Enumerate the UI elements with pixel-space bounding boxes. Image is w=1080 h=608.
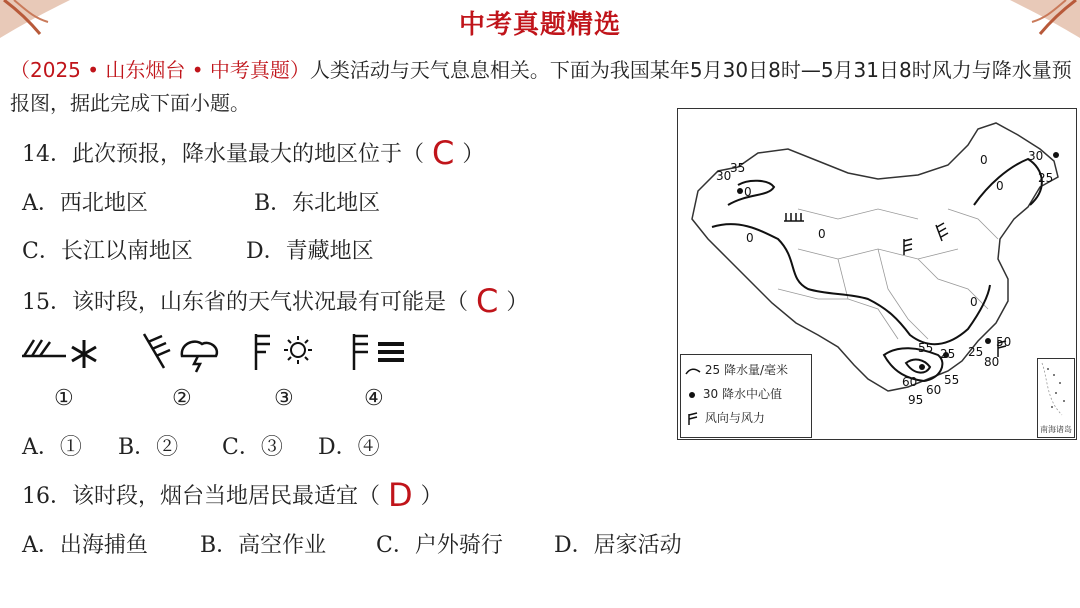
q15-option-d[interactable]: D．④ bbox=[318, 435, 380, 460]
map-label: 0 bbox=[744, 185, 752, 199]
map-label: 0 bbox=[970, 295, 978, 309]
fog-icon bbox=[378, 344, 404, 360]
symbol-label-3: ③ bbox=[274, 386, 294, 411]
legend-isoline-label: 降水量/毫米 bbox=[723, 363, 788, 377]
q15-option-b[interactable]: B．② bbox=[118, 435, 179, 460]
precip-center-dot bbox=[919, 364, 925, 370]
q16-option-a[interactable]: A．出海捕鱼 bbox=[22, 533, 148, 558]
inset-islands-icon bbox=[1038, 359, 1074, 419]
q15-option-c[interactable]: C．③ bbox=[222, 435, 283, 460]
inset-label: 南海诸岛 bbox=[1040, 425, 1072, 434]
map-label: 55 bbox=[918, 341, 934, 355]
wind-barb-icon bbox=[144, 334, 170, 368]
legend-isoline-value: 25 bbox=[704, 363, 721, 377]
map-label: 30 bbox=[1028, 149, 1044, 163]
map-label: 0 bbox=[996, 179, 1004, 193]
question-16-close: ） bbox=[420, 484, 443, 509]
map-label: 25 bbox=[940, 347, 956, 361]
q16-option-c[interactable]: C．户外骑行 bbox=[376, 533, 503, 558]
map-label: 95 bbox=[908, 393, 924, 407]
china-outline bbox=[692, 123, 1058, 391]
map-label: 0 bbox=[746, 231, 754, 245]
map-label: 25 bbox=[1038, 171, 1054, 185]
legend-center-label: 降水中心值 bbox=[721, 387, 782, 401]
question-14-answer: C bbox=[432, 134, 455, 172]
symbol-label-1: ① bbox=[54, 386, 74, 411]
map-label: 0 bbox=[818, 227, 826, 241]
symbol-label-4: ④ bbox=[364, 386, 384, 411]
question-15 bbox=[22, 282, 528, 320]
precip-center-dot bbox=[737, 188, 743, 194]
wind-barb-icon bbox=[784, 213, 804, 221]
map-label: 55 bbox=[944, 373, 960, 387]
map-label: 0 bbox=[980, 153, 988, 167]
q14-option-c[interactable]: C．长江以南地区 bbox=[22, 239, 193, 264]
precip-center-dot bbox=[1053, 152, 1059, 158]
q14-option-d[interactable]: D．青藏地区 bbox=[246, 239, 374, 264]
map-label: 60 bbox=[902, 375, 918, 389]
legend-wind-label: 风向与风力 bbox=[704, 411, 765, 425]
wind-barb-icon bbox=[685, 412, 701, 426]
question-14-stem: 14．此次预报，降水量最大的地区位于（ bbox=[22, 142, 424, 167]
thunderstorm-icon bbox=[182, 342, 217, 372]
q14-option-b[interactable]: B．东北地区 bbox=[254, 191, 381, 216]
question-source: （2025 • 山东烟台 • 中考真题） bbox=[10, 58, 310, 82]
question-16-stem: 16．该时段，烟台当地居民最适宜（ bbox=[22, 484, 380, 509]
wind-barb-icon bbox=[22, 340, 66, 356]
symbol-label-2: ② bbox=[172, 386, 192, 411]
question-15-stem: 15．该时段，山东省的天气状况最有可能是（ bbox=[22, 290, 468, 315]
map-label: 50 bbox=[996, 335, 1012, 349]
map-legend bbox=[680, 354, 812, 438]
q14-option-a[interactable]: A．西北地区 bbox=[22, 191, 148, 216]
precip-center-dot bbox=[985, 338, 991, 344]
isoline-icon bbox=[685, 366, 701, 376]
question-14-close: ） bbox=[462, 142, 485, 167]
sun-icon bbox=[284, 336, 312, 364]
wind-barb-icon bbox=[904, 239, 912, 255]
map-label: 35 bbox=[730, 161, 746, 175]
wind-barb-icon bbox=[936, 223, 948, 241]
q15-option-a[interactable]: A．① bbox=[22, 435, 82, 460]
map-label: 80 bbox=[984, 355, 1000, 369]
south-china-sea-inset bbox=[1037, 358, 1075, 438]
page-title: 中考真题精选 bbox=[458, 10, 621, 40]
wind-barb-icon bbox=[354, 334, 368, 370]
question-15-close: ） bbox=[506, 290, 529, 315]
intro-text: 人类活动与天气息息相关。下面为我国某年5月30日8时—5月31日8时风力与降水量预报图，据此完成下面小题。 bbox=[10, 58, 1072, 115]
map-label: 30 bbox=[716, 169, 732, 183]
q16-option-d[interactable]: D．居家活动 bbox=[554, 533, 682, 558]
map-label: 25 bbox=[968, 345, 984, 359]
question-15-answer: C bbox=[476, 282, 499, 320]
q16-option-b[interactable]: B．高空作业 bbox=[200, 533, 327, 558]
question-14 bbox=[22, 134, 484, 172]
map-label: 60 bbox=[926, 383, 942, 397]
legend-center-value: 30 bbox=[702, 387, 719, 401]
isoline-55-south bbox=[906, 360, 930, 373]
snowflake-icon bbox=[72, 340, 96, 368]
center-dot-icon bbox=[689, 392, 695, 398]
question-16-answer: D bbox=[388, 476, 413, 514]
wind-barb-icon bbox=[256, 334, 270, 370]
weather-symbols bbox=[14, 328, 418, 420]
question-16 bbox=[22, 476, 443, 514]
